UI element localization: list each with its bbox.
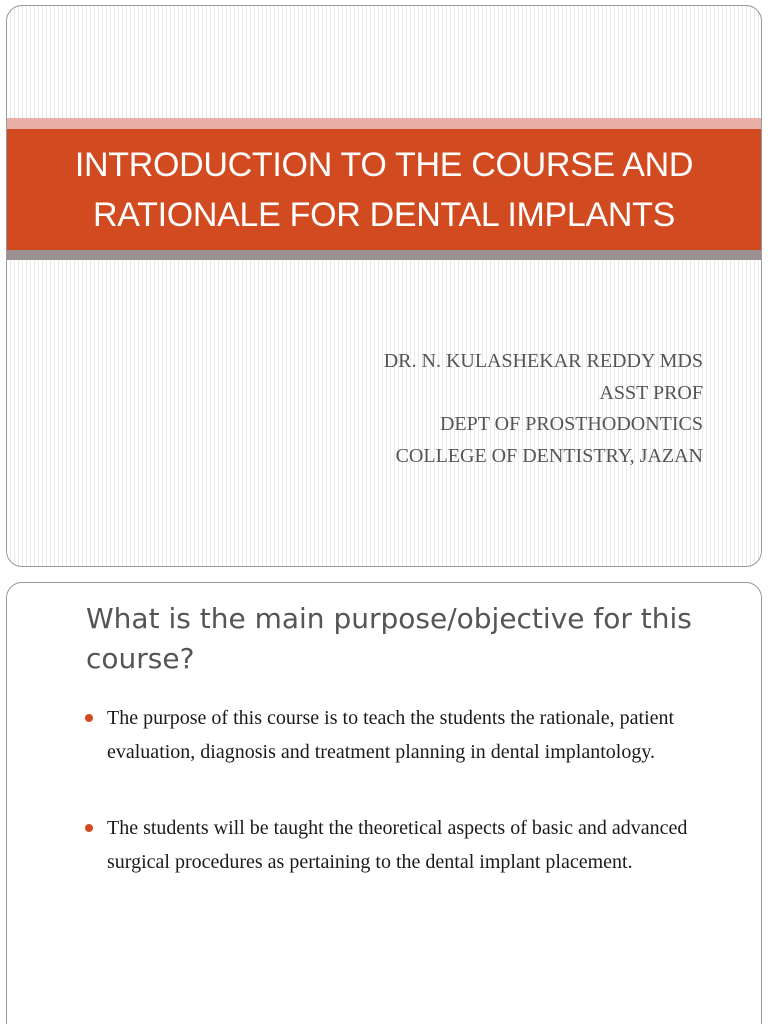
author-position: ASST PROF bbox=[599, 381, 703, 404]
bullet-item bbox=[85, 811, 725, 879]
author-institution: COLLEGE OF DENTISTRY, JAZAN bbox=[395, 444, 703, 467]
title-band bbox=[7, 129, 761, 250]
bullet-dot-icon bbox=[85, 824, 93, 832]
slide-title bbox=[75, 140, 693, 240]
title-slide bbox=[6, 5, 762, 567]
slide-title-line-2: RATIONALE FOR DENTAL IMPLANTS bbox=[93, 195, 675, 234]
bullet-list bbox=[85, 701, 725, 921]
bullet-item bbox=[85, 701, 725, 769]
slide-heading: What is the main purpose/objective for this course? bbox=[86, 602, 692, 675]
author-block bbox=[384, 346, 703, 472]
title-top-stripe bbox=[7, 118, 761, 129]
slide-title-line-1: INTRODUCTION TO THE COURSE AND bbox=[74, 145, 694, 184]
bullet-text: The students will be taught the theoretical aspects of basic and advanced surgical procedures as pertaining to the dental implant placement. bbox=[107, 817, 688, 873]
author-department: DEPT OF PROSTHODONTICS bbox=[439, 413, 703, 435]
author-name: DR. N. KULASHEKAR REDDY MDS bbox=[383, 350, 703, 372]
title-bottom-stripe bbox=[7, 250, 761, 260]
bullet-text: The purpose of this course is to teach the students the rationale, patient evaluation, diagnosis and treatment planning in dental implantology. bbox=[107, 707, 675, 763]
content-slide bbox=[6, 582, 762, 1024]
bullet-dot-icon bbox=[85, 714, 93, 722]
